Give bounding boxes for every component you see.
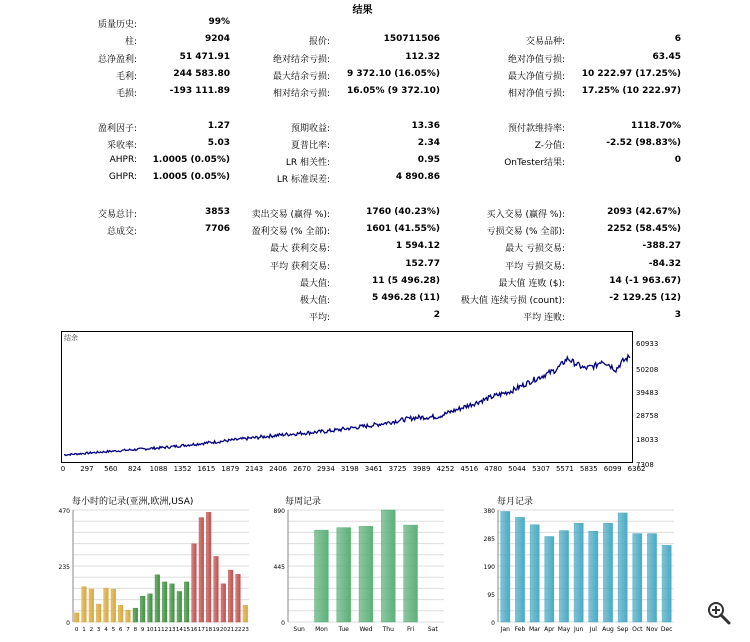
stat-label: 预付款维持率: xyxy=(507,123,565,134)
stat-label: OnTester结果: xyxy=(504,158,565,168)
histogram-x-tick: Mar xyxy=(529,626,541,633)
histogram-x-tick: 3 xyxy=(96,627,101,633)
histogram-x-tick: Tue xyxy=(338,626,349,633)
stat-label: 平均: xyxy=(308,313,330,324)
stat-value: 9 372.10 (16.05%) xyxy=(347,68,440,79)
balance-x-tick: 824 xyxy=(128,465,142,473)
histogram-bar xyxy=(337,528,351,622)
balance-x-tick: 5307 xyxy=(532,465,550,473)
stat-value: 14 (-1 963.67) xyxy=(609,275,681,286)
stat-label: 最大净值亏损: xyxy=(507,71,565,82)
stat-label: 总净盈利: xyxy=(97,54,137,65)
histogram-bar xyxy=(177,591,182,622)
balance-x-tick: 4252 xyxy=(436,465,455,473)
balance-x-tick: 1352 xyxy=(173,465,192,473)
histogram-bar xyxy=(96,604,101,622)
balance-y-tick: 50208 xyxy=(636,366,659,374)
histogram-bar xyxy=(126,610,131,622)
stat-value: -388.27 xyxy=(642,241,681,252)
stat-label: 最大值 连败 ($): xyxy=(498,278,565,289)
histogram-bar xyxy=(545,537,554,622)
stat-label: LR 标准误差: xyxy=(276,175,330,186)
histogram-x-tick: Thu xyxy=(382,626,394,633)
histogram-2 xyxy=(480,506,680,641)
histogram-bar xyxy=(162,582,167,622)
histogram-bar xyxy=(184,582,189,622)
histogram-x-tick: 7 xyxy=(126,627,130,633)
histogram-x-tick: 21 xyxy=(227,627,235,633)
histogram-y-tick: 445 xyxy=(273,564,285,571)
histogram-x-tick: 2 xyxy=(89,627,94,633)
stat-label: 最大值: xyxy=(299,278,330,289)
stat-value: 1601 (41.55%) xyxy=(366,224,440,234)
histogram-title: 每周记录 xyxy=(285,497,322,507)
stat-label: 卖出交易 (赢得 %): xyxy=(251,209,330,220)
histogram-x-tick: 1 xyxy=(82,627,86,633)
histogram-x-tick: 9 xyxy=(140,627,145,633)
page-title: 结果 xyxy=(352,5,373,16)
histogram-bar xyxy=(404,525,418,622)
balance-chart-svg xyxy=(62,332,632,462)
histogram-x-tick: Jul xyxy=(589,626,597,633)
stat-label: 平均 获利交易: xyxy=(270,261,330,272)
balance-x-tick: 5044 xyxy=(508,465,527,473)
stat-label: 极大值 连续亏损 (count): xyxy=(460,296,565,306)
histogram-title: 每月记录 xyxy=(497,497,534,507)
stat-label: 最大结余亏损: xyxy=(272,71,330,82)
balance-y-tick: 28758 xyxy=(636,412,659,420)
balance-x-tick: 3461 xyxy=(364,465,383,473)
stat-value: 0.95 xyxy=(417,155,440,165)
histogram-bar xyxy=(315,530,329,622)
stat-label: 盈利交易 (% 全部): xyxy=(251,227,330,237)
histogram-bar xyxy=(381,510,395,622)
balance-x-tick: 6099 xyxy=(603,465,622,473)
histogram-y-tick: 890 xyxy=(273,508,285,515)
histogram-x-tick: 15 xyxy=(183,627,191,633)
stat-label: Z-分值: xyxy=(534,140,565,151)
histogram-bar xyxy=(530,525,539,622)
stat-label: 夏普比率: xyxy=(290,140,330,151)
stat-value: 63.45 xyxy=(652,51,681,62)
histogram-x-tick: 12 xyxy=(161,627,169,633)
stat-value: 16.05% (9 372.10) xyxy=(347,86,440,96)
histogram-bar xyxy=(118,605,123,622)
histogram-x-tick: Oct xyxy=(632,626,643,633)
histogram-bar xyxy=(140,596,145,622)
balance-x-tick: 4780 xyxy=(484,465,503,473)
histogram-x-tick: 18 xyxy=(205,627,213,633)
histogram-bar xyxy=(206,512,211,622)
histogram-bar xyxy=(589,531,598,622)
histogram-x-tick: 17 xyxy=(197,627,205,633)
stat-value: 1.27 xyxy=(207,120,230,131)
histogram-bar xyxy=(559,531,568,622)
balance-x-tick: 6362 xyxy=(627,465,646,473)
stat-value: 10 222.97 (17.25%) xyxy=(581,68,681,79)
histogram-bar xyxy=(243,605,248,622)
histogram-x-tick: 19 xyxy=(212,627,220,633)
balance-x-tick: 2934 xyxy=(316,465,335,473)
histogram-x-tick: 16 xyxy=(190,627,198,633)
histogram-x-tick: 20 xyxy=(219,627,227,633)
balance-line xyxy=(64,355,630,455)
stat-value: 1118.70% xyxy=(630,120,681,131)
histogram-x-tick: 23 xyxy=(241,627,249,633)
stat-value: 17.25% (10 222.97) xyxy=(581,86,681,96)
histogram-x-tick: Wed xyxy=(359,626,373,633)
stat-value: 6 xyxy=(674,34,681,45)
stat-value: 4 890.86 xyxy=(395,172,440,183)
histogram-x-tick: 0 xyxy=(74,627,79,633)
stat-value: 11 (5 496.28) xyxy=(371,275,440,286)
balance-x-tick: 2406 xyxy=(269,465,288,473)
histogram-y-tick: 470 xyxy=(58,508,70,515)
stat-label: LR 相关性: xyxy=(285,158,330,168)
balance-chart xyxy=(61,331,633,463)
stat-label: 平均 亏损交易: xyxy=(505,261,565,272)
histogram-bar xyxy=(214,556,219,622)
balance-y-tick: 39483 xyxy=(636,389,659,397)
histogram-y-tick: 0 xyxy=(281,620,285,627)
stat-label: 盈利因子: xyxy=(97,123,137,134)
histogram-x-tick: Jun xyxy=(573,626,584,633)
histogram-x-tick: Sep xyxy=(617,626,629,633)
histogram-bar xyxy=(501,511,510,622)
stat-value: 3853 xyxy=(204,206,230,217)
histogram-x-tick: Sat xyxy=(427,626,438,633)
histogram-x-tick: 14 xyxy=(175,627,183,633)
stat-value: -84.32 xyxy=(648,258,681,269)
histogram-bar xyxy=(192,544,197,622)
histogram-x-tick: 10 xyxy=(146,627,154,633)
histogram-x-tick: Mon xyxy=(315,626,328,633)
balance-x-tick: 1088 xyxy=(149,465,168,473)
stat-label: 质量历史: xyxy=(97,20,137,30)
histogram-bar xyxy=(111,589,116,622)
balance-chart-tag: 结余 xyxy=(64,334,78,342)
stat-value: 1760 (40.23%) xyxy=(366,206,440,217)
balance-x-tick: 1615 xyxy=(197,465,216,473)
stat-value: 51 471.91 xyxy=(179,51,230,62)
stat-label: 最大 亏损交易: xyxy=(505,244,565,255)
histogram-bar xyxy=(603,523,612,622)
histogram-x-tick: Dec xyxy=(660,626,673,633)
histogram-x-tick: Aug xyxy=(602,626,614,633)
histogram-x-tick: 5 xyxy=(111,627,116,633)
stat-value: -2.52 (98.83%) xyxy=(606,137,681,148)
stat-value: 2 xyxy=(433,310,440,321)
stat-value: 5.03 xyxy=(207,137,230,148)
stat-label: 报价: xyxy=(308,37,330,48)
stat-label: 相对净值亏损: xyxy=(507,89,565,99)
balance-x-tick: 560 xyxy=(104,465,118,473)
stat-label: 最大 获利交易: xyxy=(270,244,330,255)
stat-label: 平均 连败: xyxy=(523,313,565,324)
stat-value: 13.36 xyxy=(411,120,440,131)
balance-x-tick: 297 xyxy=(80,465,94,473)
balance-x-tick: 5835 xyxy=(579,465,598,473)
stat-value: 112.32 xyxy=(405,51,440,62)
stat-value: 2252 (58.45%) xyxy=(607,224,681,234)
stat-label: 总成交: xyxy=(106,227,137,237)
histogram-bar xyxy=(647,534,656,622)
balance-x-tick: 5571 xyxy=(555,465,574,473)
stat-value: -193 111.89 xyxy=(169,86,230,96)
stat-label: 相对结余亏损: xyxy=(272,89,330,99)
histogram-y-tick: 0 xyxy=(491,620,495,627)
stat-value: 9204 xyxy=(204,34,230,45)
stat-value: 152.77 xyxy=(405,258,440,269)
histogram-x-tick: 4 xyxy=(104,627,108,633)
histogram-x-tick: Jan xyxy=(500,626,510,633)
histogram-bar xyxy=(170,584,175,622)
balance-x-tick: 2143 xyxy=(245,465,264,473)
histogram-x-tick: Sun xyxy=(293,626,305,633)
stat-label: 采收率: xyxy=(106,140,137,151)
histogram-bar xyxy=(221,584,226,622)
histogram-bar xyxy=(359,526,373,622)
stat-label: 预期收益: xyxy=(290,123,330,134)
histogram-title: 每小时的记录(亚洲,欧洲,USA) xyxy=(72,497,194,507)
histogram-bar xyxy=(148,594,153,622)
histogram-x-tick: May xyxy=(557,626,571,633)
balance-x-tick: 4516 xyxy=(460,465,479,473)
histogram-y-tick: 380 xyxy=(483,508,495,515)
stat-value: 2.34 xyxy=(417,137,440,148)
histogram-x-tick: Nov xyxy=(646,626,658,633)
histogram-y-tick: 0 xyxy=(66,620,70,627)
stat-label: 毛利: xyxy=(115,71,137,82)
histogram-bar xyxy=(633,534,642,622)
stat-label: AHPR: xyxy=(109,155,137,165)
balance-x-tick: 3725 xyxy=(388,465,407,473)
histogram-x-tick: 6 xyxy=(118,627,123,633)
histogram-bar xyxy=(82,587,87,622)
balance-x-tick: 3198 xyxy=(340,465,359,473)
stat-value: 150711506 xyxy=(383,34,440,45)
balance-y-tick: 7308 xyxy=(636,461,654,469)
histogram-x-tick: 22 xyxy=(234,627,242,633)
histogram-0 xyxy=(55,506,255,641)
stat-value: 99% xyxy=(208,17,230,27)
histogram-bar xyxy=(236,574,241,622)
stat-label: 亏损交易 (% 全部): xyxy=(486,227,565,237)
balance-x-tick: 1879 xyxy=(221,465,240,473)
histogram-y-tick: 235 xyxy=(58,564,70,571)
stat-value: 1 594.12 xyxy=(395,241,440,252)
stat-value: 2093 (42.67%) xyxy=(607,206,681,217)
stat-value: 244 583.80 xyxy=(173,68,230,79)
histogram-bar xyxy=(515,517,524,622)
stat-label: 交易总计: xyxy=(97,209,137,220)
histogram-x-tick: Feb xyxy=(514,626,526,633)
stat-value: 5 496.28 (11) xyxy=(371,293,440,303)
histogram-1 xyxy=(270,506,450,641)
histogram-x-tick: 11 xyxy=(153,627,161,633)
histogram-bar xyxy=(199,518,204,622)
histogram-x-tick: 13 xyxy=(168,627,176,633)
balance-x-tick: 3989 xyxy=(412,465,431,473)
histogram-y-tick: 95 xyxy=(487,592,495,599)
histogram-bar xyxy=(662,545,671,622)
histogram-bar xyxy=(104,588,109,622)
stat-label: 绝对净值亏损: xyxy=(507,54,565,65)
stat-label: 柱: xyxy=(124,37,137,48)
histogram-x-tick: 8 xyxy=(133,627,138,633)
stat-value: 3 xyxy=(674,310,681,321)
stat-value: 7706 xyxy=(204,224,230,234)
histogram-y-tick: 285 xyxy=(483,536,495,543)
histogram-bar xyxy=(228,570,233,622)
zoom-icon[interactable] xyxy=(706,600,732,626)
histogram-bar xyxy=(89,589,94,622)
histogram-bar xyxy=(74,613,79,622)
stat-label: 交易品种: xyxy=(525,37,565,48)
stat-label: 买入交易 (赢得 %): xyxy=(486,209,565,220)
balance-y-tick: 18033 xyxy=(636,436,659,444)
stat-label: 绝对结余亏损: xyxy=(272,54,330,65)
stat-value: 0 xyxy=(674,155,681,165)
histogram-bar xyxy=(574,523,583,622)
histogram-x-tick: Apr xyxy=(544,626,555,633)
histogram-bar xyxy=(133,608,138,622)
stat-label: 毛损: xyxy=(115,89,137,99)
stat-value: 1.0005 (0.05%) xyxy=(152,155,230,165)
stat-label: GHPR: xyxy=(108,172,137,183)
stat-value: 1.0005 (0.05%) xyxy=(152,172,230,183)
balance-y-tick: 60933 xyxy=(636,340,659,348)
stat-value: -2 129.25 (12) xyxy=(609,293,681,303)
balance-x-tick: 2670 xyxy=(293,465,311,473)
stat-label: 极大值: xyxy=(299,296,330,306)
histogram-bar xyxy=(618,513,627,622)
histogram-bar xyxy=(155,575,160,622)
balance-x-tick: 0 xyxy=(60,465,66,473)
histogram-x-tick: Fri xyxy=(406,626,415,633)
histogram-y-tick: 190 xyxy=(483,564,495,571)
